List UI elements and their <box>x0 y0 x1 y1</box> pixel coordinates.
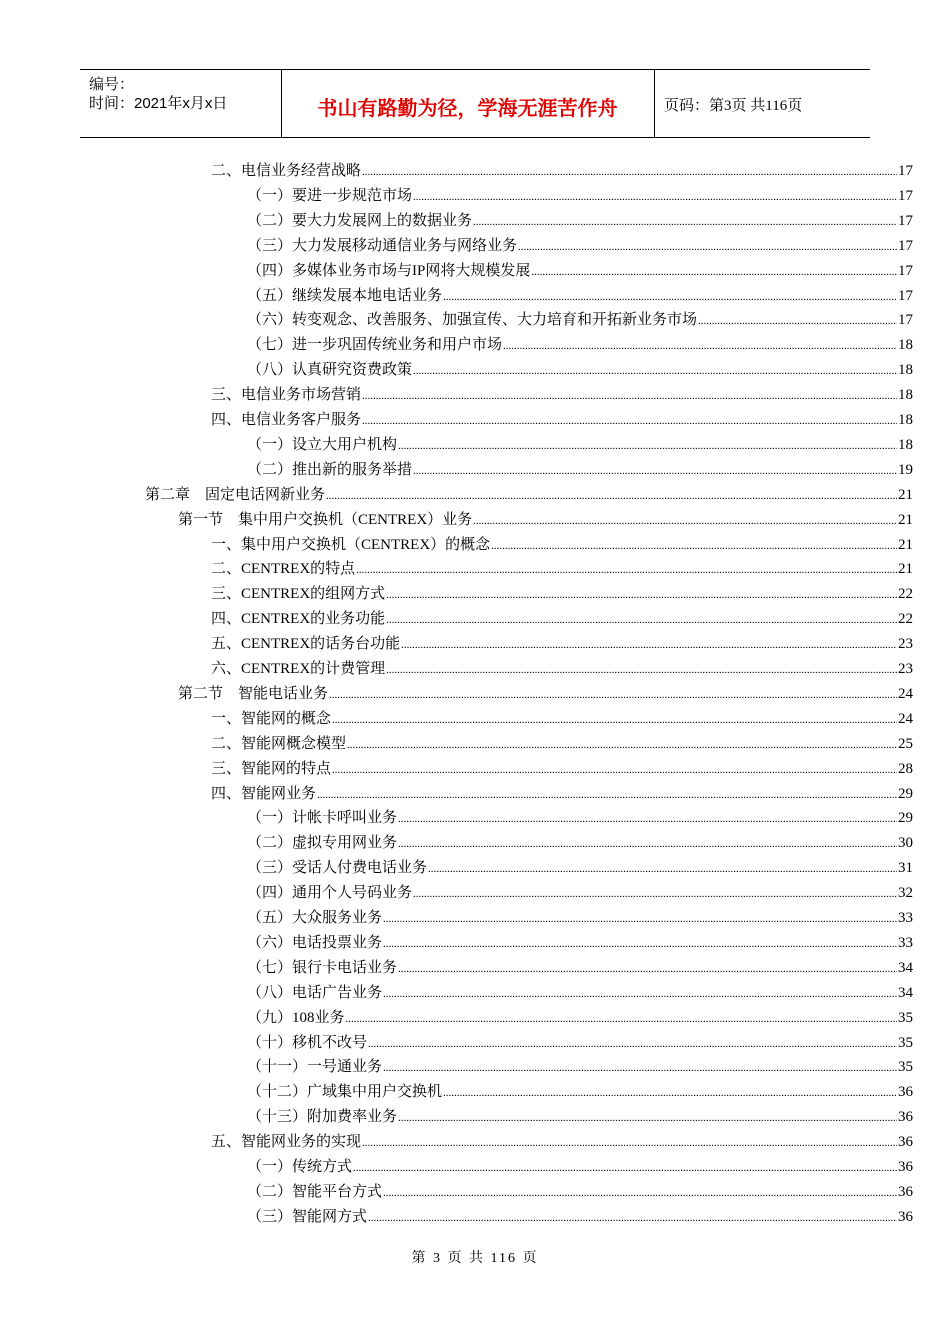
toc-entry[interactable] <box>211 708 913 730</box>
toc-entry-title: （一）传统方式 <box>247 1159 353 1175</box>
toc-leader-dots <box>326 485 897 507</box>
toc-entry-page-number: 34 <box>898 984 913 1001</box>
toc-entry[interactable] <box>247 1081 913 1103</box>
toc-entry-title: （七）进一步巩固传统业务和用户市场 <box>247 337 503 354</box>
toc-entry[interactable] <box>247 185 913 207</box>
toc-entry[interactable] <box>247 210 913 232</box>
toc-leader-dots <box>503 335 897 357</box>
toc-entry-title: 三、CENTREX的组网方式 <box>211 586 386 603</box>
toc-leader-dots <box>413 360 897 382</box>
toc-leader-dots <box>383 908 897 930</box>
toc-leader-dots <box>362 410 897 432</box>
toc-entry[interactable] <box>211 534 913 556</box>
toc-entry[interactable] <box>211 409 913 431</box>
toc-entry-title: 一、集中用户交换机（CENTREX）的概念 <box>211 536 491 553</box>
toc-entry[interactable] <box>211 1131 913 1153</box>
toc-entry-title: （五）大众服务业务 <box>247 910 383 926</box>
toc-entry[interactable] <box>247 235 913 257</box>
toc-entry-title: （二）智能平台方式 <box>247 1183 383 1200</box>
toc-entry-title: 四、电信业务客户服务 <box>211 412 362 428</box>
toc-entry-page-number: 30 <box>898 835 913 852</box>
toc-entry-page-number: 21 <box>898 536 913 553</box>
toc-entry-title: （一）设立大用户机构 <box>247 436 398 453</box>
toc-entry[interactable] <box>247 832 913 854</box>
toc-entry[interactable] <box>247 932 913 954</box>
toc-leader-dots <box>383 983 897 1005</box>
toc-entry-page-number: 18 <box>898 362 913 379</box>
toc-entry[interactable] <box>178 509 913 531</box>
toc-entry[interactable] <box>247 957 913 979</box>
toc-entry-page-number: 36 <box>898 1134 913 1151</box>
toc-leader-dots <box>386 609 897 631</box>
toc-entry-page-number: 35 <box>898 1034 913 1051</box>
toc-entry-title: 二、电信业务经营战略 <box>211 163 362 179</box>
toc-entry-title: （八）电话广告业务 <box>247 984 383 1001</box>
toc-leader-dots <box>443 1082 897 1104</box>
toc-entry-page-number: 17 <box>898 287 913 304</box>
toc-leader-dots <box>332 709 897 731</box>
toc-entry-page-number: 34 <box>898 959 913 976</box>
toc-entry[interactable] <box>247 260 913 282</box>
toc-entry-page-number: 21 <box>898 486 913 503</box>
toc-entry-title: 四、CENTREX的业务功能 <box>211 611 386 628</box>
toc-leader-dots <box>698 310 897 332</box>
toc-leader-dots <box>356 559 897 581</box>
toc-entry[interactable] <box>211 783 913 805</box>
header-right-cell <box>655 70 870 137</box>
toc-leader-dots <box>362 1132 897 1154</box>
toc-entry-title: （九）108业务 <box>247 1009 345 1026</box>
toc-entry-page-number: 22 <box>898 611 913 628</box>
header-middle-cell <box>281 70 655 137</box>
toc-entry[interactable] <box>211 733 913 755</box>
toc-leader-dots <box>518 236 897 258</box>
toc-entry-page-number: 36 <box>898 1159 913 1175</box>
toc-leader-dots <box>398 435 897 457</box>
toc-entry-title: 一、智能网的概念 <box>211 710 332 727</box>
toc-entry[interactable] <box>247 334 913 356</box>
toc-entry-title: （二）虚拟专用网业务 <box>247 835 398 852</box>
toc-leader-dots <box>491 535 897 557</box>
toc-entry-title: （二）推出新的服务举措 <box>247 461 413 478</box>
toc-leader-dots <box>398 808 897 830</box>
toc-entry[interactable] <box>247 1032 913 1054</box>
toc-entry-title: （十一）一号通业务 <box>247 1059 383 1076</box>
toc-leader-dots <box>347 734 897 756</box>
toc-entry-page-number: 36 <box>898 1208 913 1225</box>
toc-entry-page-number: 23 <box>898 661 913 677</box>
toc-entry[interactable] <box>211 384 913 406</box>
toc-entry-title: （八）认真研究资费政策 <box>247 362 413 379</box>
toc-entry[interactable] <box>247 882 913 904</box>
toc-leader-dots <box>473 510 897 532</box>
toc-leader-dots <box>398 833 897 855</box>
toc-entry-page-number: 17 <box>898 163 913 179</box>
toc-leader-dots <box>353 1157 897 1179</box>
toc-entry-title: （六）电话投票业务 <box>247 934 383 951</box>
toc-leader-dots <box>413 460 897 482</box>
toc-entry[interactable] <box>247 907 913 929</box>
toc-entry-page-number: 18 <box>898 436 913 453</box>
toc-leader-dots <box>428 858 897 880</box>
toc-entry-title: （十三）附加费率业务 <box>247 1109 398 1126</box>
toc-entry-title: 五、CENTREX的话务台功能 <box>211 636 401 653</box>
toc-entry-title: （三）大力发展移动通信业务与网络业务 <box>247 237 518 254</box>
toc-leader-dots <box>401 634 897 656</box>
toc-leader-dots <box>413 883 897 905</box>
toc-entry[interactable] <box>247 1156 913 1178</box>
toc-entry[interactable] <box>247 807 913 829</box>
toc-entry[interactable] <box>211 758 913 780</box>
toc-entry[interactable] <box>247 982 913 1004</box>
toc-leader-dots <box>443 286 897 308</box>
toc-entry-title: 二、CENTREX的特点 <box>211 561 356 578</box>
toc-entry-page-number: 29 <box>898 810 913 827</box>
toc-entry-title: （七）银行卡电话业务 <box>247 959 398 976</box>
toc-entry-page-number: 29 <box>898 785 913 802</box>
toc-entry-title: 四、智能网业务 <box>211 785 317 802</box>
toc-entry-page-number: 21 <box>898 561 913 578</box>
toc-leader-dots <box>362 385 897 407</box>
toc-entry-title: （四）多媒体业务市场与IP网将大规模发展 <box>247 262 531 279</box>
toc-entry[interactable] <box>247 1056 913 1078</box>
toc-entry-page-number: 17 <box>898 312 913 329</box>
toc-entry-page-number: 28 <box>898 760 913 777</box>
toc-entry[interactable] <box>211 160 913 182</box>
document-number-label: 编号： <box>89 76 135 93</box>
toc-leader-dots <box>386 659 897 681</box>
toc-leader-dots <box>398 958 897 980</box>
toc-entry-title: 三、智能网的特点 <box>211 760 332 777</box>
toc-entry-title: 六、CENTREX的计费管理 <box>211 661 386 677</box>
toc-leader-dots <box>398 1107 897 1129</box>
toc-entry-page-number: 21 <box>898 511 913 528</box>
toc-entry-title: （四）通用个人号码业务 <box>247 885 413 902</box>
page-footer: 第 3 页 共 116 页 <box>411 1251 539 1266</box>
toc-entry[interactable] <box>247 285 913 307</box>
toc-entry-title: 三、电信业务市场营销 <box>211 387 362 404</box>
toc-entry-page-number: 32 <box>898 885 913 902</box>
toc-entry-page-number: 36 <box>898 1109 913 1126</box>
toc-entry-title: 第二章 固定电话网新业务 <box>145 486 326 503</box>
toc-leader-dots <box>413 186 897 208</box>
toc-entry[interactable] <box>247 1007 913 1029</box>
page-header <box>80 69 870 138</box>
toc-leader-dots <box>332 759 897 781</box>
toc-entry-page-number: 17 <box>898 237 913 254</box>
toc-entry-title: 第二节 智能电话业务 <box>178 685 329 702</box>
toc-entry[interactable] <box>145 484 913 506</box>
toc-entry-page-number: 33 <box>898 910 913 926</box>
toc-entry-title: （二）要大力发展网上的数据业务 <box>247 212 473 229</box>
toc-leader-dots <box>383 1182 897 1204</box>
toc-entry[interactable] <box>211 633 913 655</box>
toc-entry[interactable] <box>247 434 913 456</box>
toc-entry[interactable] <box>178 683 913 705</box>
toc-entry[interactable] <box>211 608 913 630</box>
toc-entry-title: （一）要进一步规范市场 <box>247 187 413 204</box>
toc-entry[interactable] <box>247 857 913 879</box>
toc-leader-dots <box>362 161 897 183</box>
toc-leader-dots <box>317 784 897 806</box>
toc-leader-dots <box>386 584 897 606</box>
toc-entry-title: 五、智能网业务的实现 <box>211 1134 362 1151</box>
toc-entry-page-number: 18 <box>898 412 913 428</box>
toc-entry-page-number: 17 <box>898 212 913 229</box>
toc-entry[interactable] <box>211 558 913 580</box>
toc-entry[interactable] <box>211 658 913 680</box>
toc-leader-dots <box>368 1033 897 1055</box>
toc-entry[interactable] <box>247 1106 913 1128</box>
toc-entry[interactable] <box>247 1206 913 1228</box>
toc-entry-title: （一）计帐卡呼叫业务 <box>247 810 398 827</box>
toc-entry-page-number: 36 <box>898 1084 913 1101</box>
toc-entry-page-number: 33 <box>898 934 913 951</box>
toc-entry[interactable] <box>247 309 913 331</box>
toc-entry-page-number: 25 <box>898 735 913 752</box>
toc-entry-page-number: 17 <box>898 262 913 279</box>
toc-entry-page-number: 18 <box>898 387 913 404</box>
toc-leader-dots <box>383 1057 897 1079</box>
toc-leader-dots <box>329 684 897 706</box>
toc-leader-dots <box>346 1008 897 1030</box>
document-time-label: 时间：2021年x月x日 <box>89 95 228 112</box>
toc-entry[interactable] <box>247 459 913 481</box>
header-motto: 书山有路勤为径，学海无涯苦作舟 <box>317 96 618 120</box>
toc-entry-page-number: 35 <box>898 1009 913 1026</box>
toc-entry-page-number: 18 <box>898 337 913 354</box>
header-left-cell <box>80 70 282 137</box>
toc-entry-title: （六）转变观念、改善服务、加强宣传、大力培育和开拓新业务市场 <box>247 312 698 329</box>
toc-entry-page-number: 24 <box>898 710 913 727</box>
toc-leader-dots <box>368 1207 897 1229</box>
toc-entry[interactable] <box>247 359 913 381</box>
toc-entry-page-number: 31 <box>898 860 913 877</box>
toc-entry-page-number: 17 <box>898 187 913 204</box>
toc-entry-title: 二、智能网概念模型 <box>211 735 347 752</box>
toc-leader-dots <box>383 933 897 955</box>
toc-entry-title: （三）受话人付费电话业务 <box>247 860 428 877</box>
header-page-info: 页码：第3页 共116页 <box>664 98 803 114</box>
toc-entry-title: （十二）广域集中用户交换机 <box>247 1084 443 1101</box>
toc-entry-title: （十）移机不改号 <box>247 1034 368 1051</box>
toc-entry[interactable] <box>247 1181 913 1203</box>
toc-entry-page-number: 24 <box>898 685 913 702</box>
toc-entry-page-number: 19 <box>898 461 913 478</box>
toc-leader-dots <box>531 261 897 283</box>
toc-entry-page-number: 36 <box>898 1183 913 1200</box>
toc-entry-page-number: 23 <box>898 636 913 653</box>
toc-entry-title: （五）继续发展本地电话业务 <box>247 287 443 304</box>
toc-entry-title: （三）智能网方式 <box>247 1208 368 1225</box>
toc-entry-title: 第一节 集中用户交换机（CENTREX）业务 <box>178 511 473 528</box>
toc-entry-page-number: 35 <box>898 1059 913 1076</box>
toc-entry[interactable] <box>211 583 913 605</box>
toc-entry-page-number: 22 <box>898 586 913 603</box>
toc-leader-dots <box>473 211 897 233</box>
